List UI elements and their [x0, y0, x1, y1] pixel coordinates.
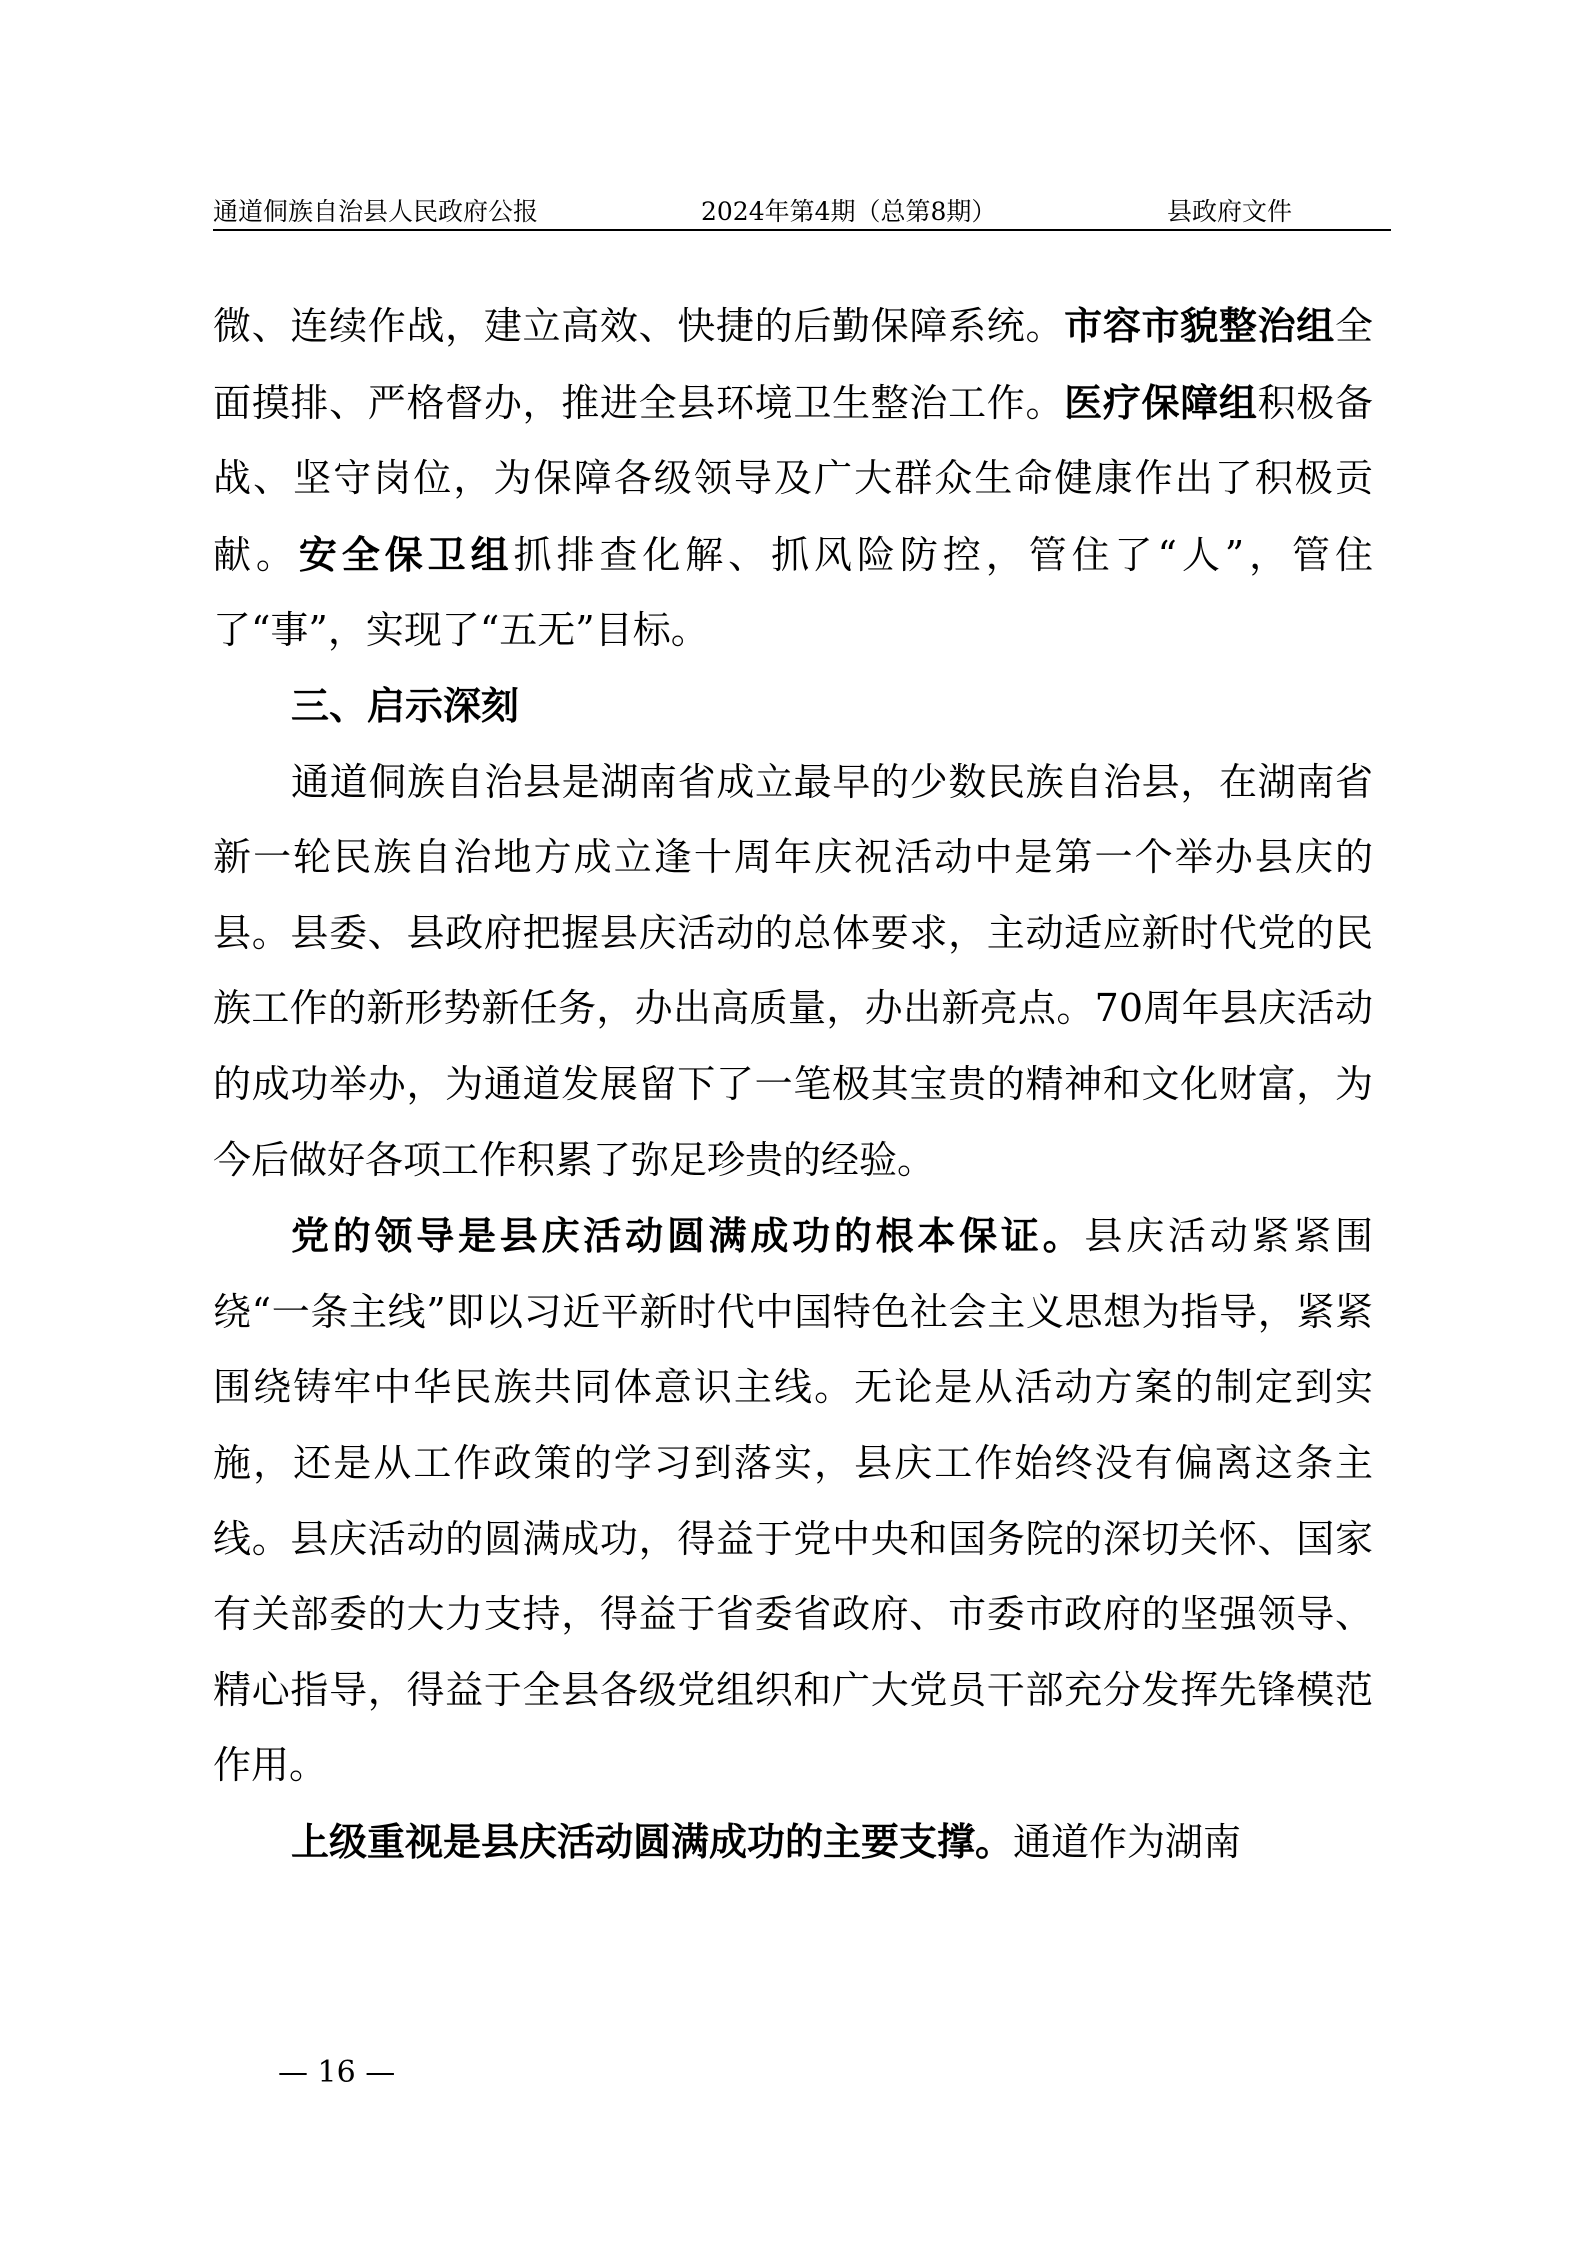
text-run: 通道作为湖南: [1013, 1819, 1242, 1864]
bold-run: 党的领导是县庆活动圆满成功的根本保证。: [291, 1213, 1085, 1259]
header-divider: [213, 229, 1391, 231]
text-run: 微、连续作战，建立高效、快捷的后勤保障系统。: [213, 304, 1065, 348]
text-run: 通道侗族自治县是湖南省成立最早的少数民族自治县，在湖南省新一轮民族自治地方成立逢十周年庆祝活动中是第一个举办县庆的县。县委、县政府把握县庆活动的总体要求，主动适应新时代党的民族工作的新形势新任务，办出高质量，办出新亮点。70周年县庆活动的成功举办，为通道发展留下了一笔极其宝贵的精神和文化财富，为今后做好各项工作积累了弥足珍贵的经验。: [213, 759, 1373, 1182]
paragraph: [213, 1804, 1373, 1881]
text-run: 积极备战、坚守岗位，为保障各级领导及广大群众生命健康作出了积极贡献。: [213, 380, 1373, 577]
text-run: 县庆活动紧紧围绕“一条主线”即以习近平新时代中国特色社会主义思想为指导，紧紧围绕铸牢中华民族共同体意识主线。无论是从活动方案的制定到实施，还是从工作政策的学习到落实，县庆工作始终没有偏离这条主线。县庆活动的圆满成功，得益于党中央和国务院的深切关怀、国家有关部委的大力支持，得益于省委省政府、市委市政府的坚强领导、精心指导，得益于全县各级党组织和广大党员干部充分发挥先锋模范作用。: [213, 1214, 1373, 1788]
bold-run: 市容市貌整治组: [1064, 303, 1335, 348]
paragraph: [213, 745, 1373, 1199]
header-issue-number: 2024年第4期（总第8期）: [701, 197, 997, 226]
body-text: [213, 288, 1373, 1880]
paragraph: [213, 1198, 1373, 1804]
text-run: 抓排查化解、抓风险防控，管住了“人”，管住了“事”，实现了“五无”目标。: [213, 532, 1373, 653]
page-number: — 16 —: [278, 2055, 396, 2090]
section-heading: 三、启示深刻: [291, 683, 520, 728]
bold-run: 安全保卫组: [298, 531, 514, 577]
bold-run: 医疗保障组: [1064, 379, 1258, 425]
paragraph: [213, 288, 1373, 669]
bold-run: 上级重视是县庆活动圆满成功的主要支撑。: [291, 1818, 1014, 1864]
header-section-name: 县政府文件: [1167, 197, 1293, 226]
text-run: 全面摸排、严格督办，推进全县环境卫生整治工作。: [213, 304, 1373, 425]
header-publication-title: 通道侗族自治县人民政府公报: [213, 197, 539, 226]
running-header: [213, 196, 1391, 228]
